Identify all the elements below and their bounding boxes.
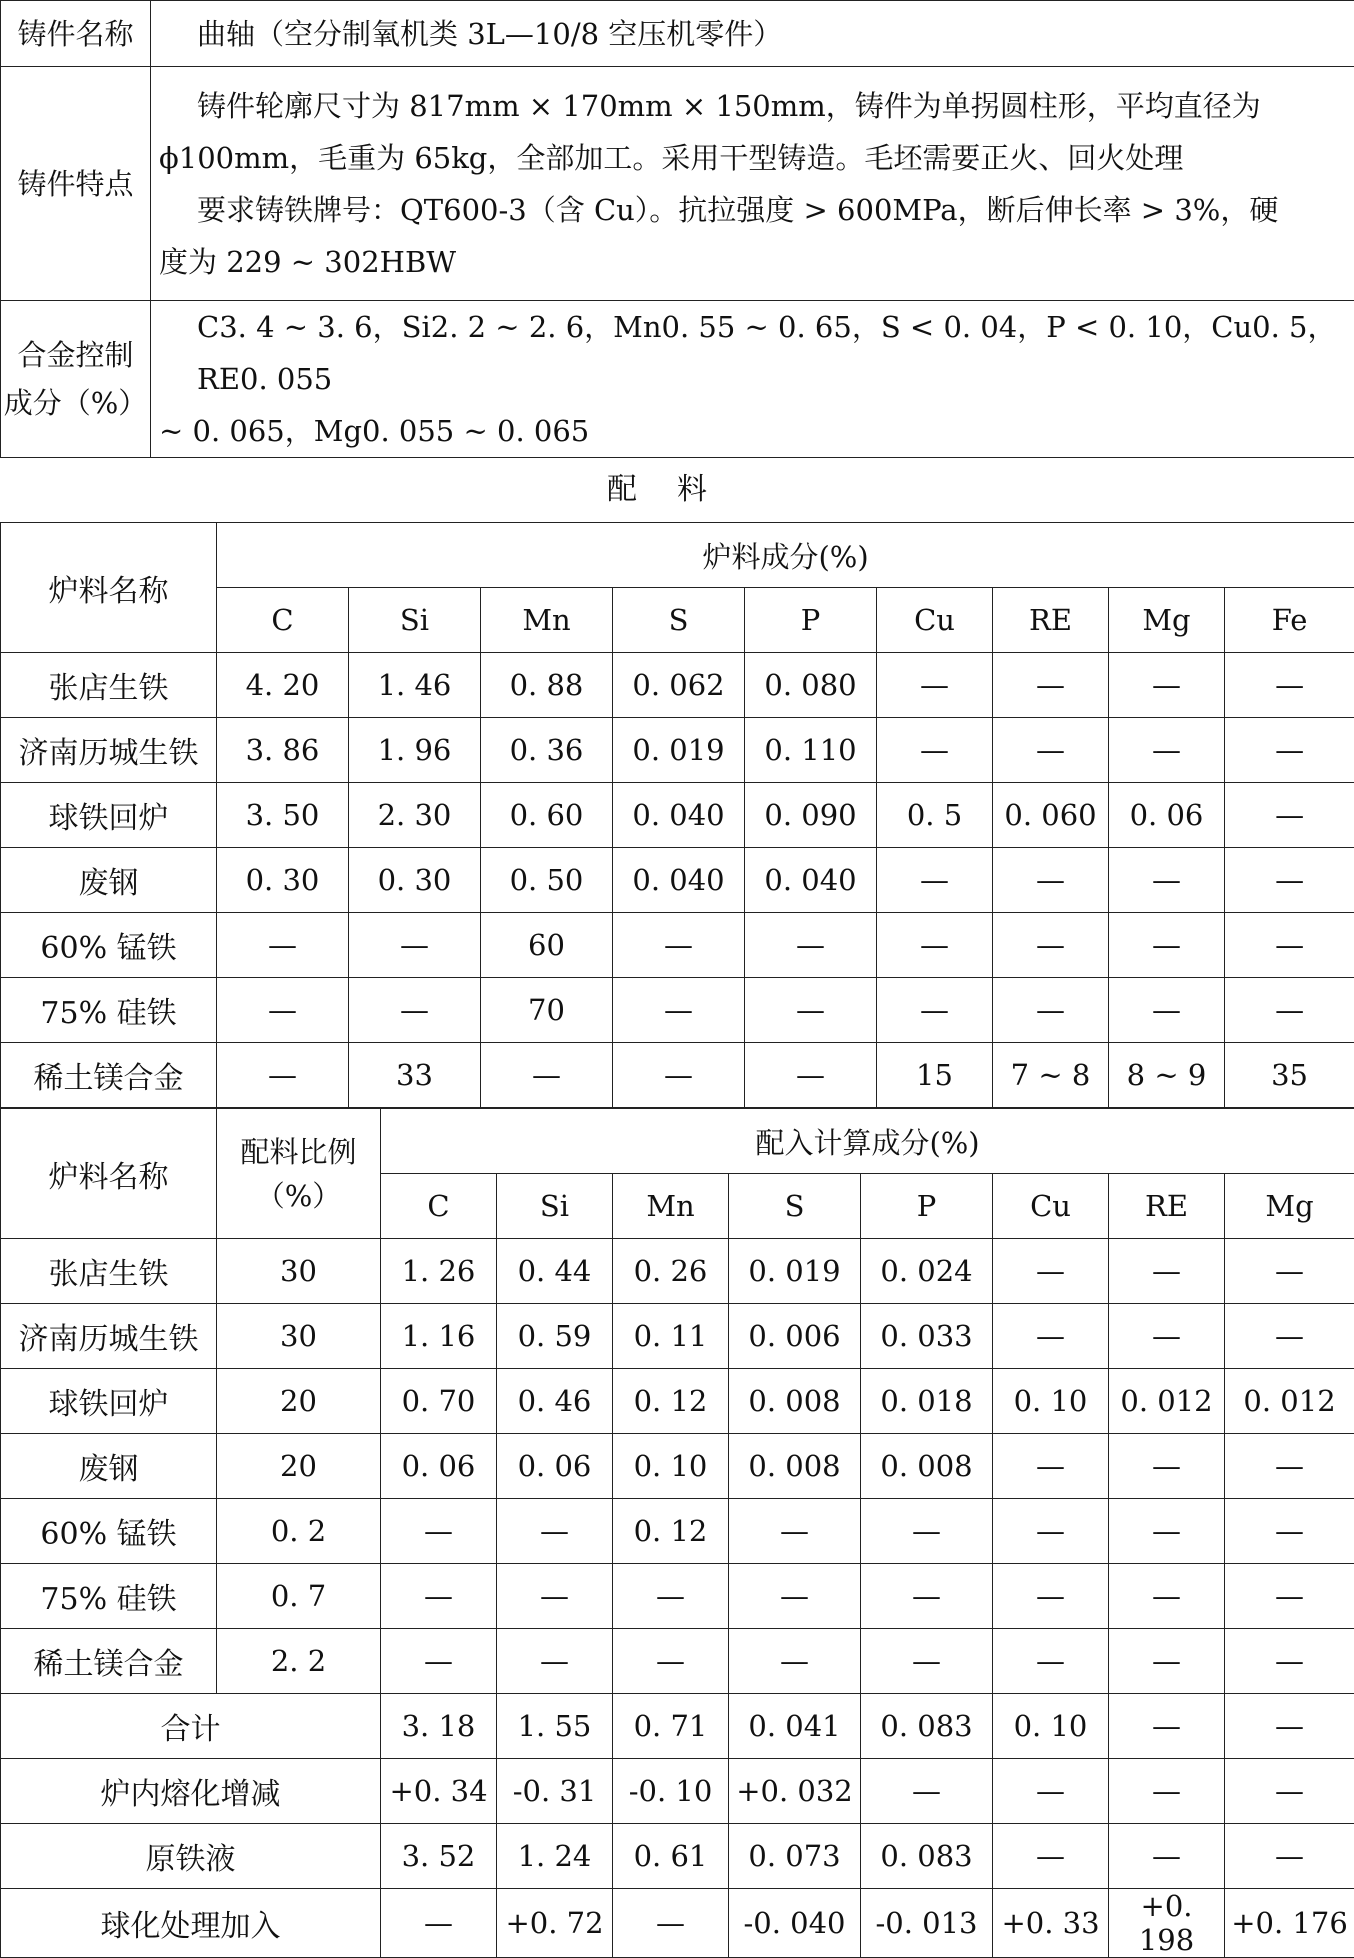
summary-cell: -0. 040 <box>729 1889 861 1958</box>
calc-cell: — <box>993 1304 1109 1369</box>
summary-cell: 3. 52 <box>381 1824 497 1889</box>
composition-cell: — <box>877 653 993 718</box>
calc-cell: 1. 26 <box>381 1239 497 1304</box>
composition-cell: — <box>613 913 745 978</box>
calc-cell: 0. 019 <box>729 1239 861 1304</box>
composition-cell: — <box>217 1043 349 1108</box>
summary-cell: +0. 34 <box>381 1759 497 1824</box>
summary-cell: 1. 24 <box>497 1824 613 1889</box>
composition-cell: 0. 040 <box>613 783 745 848</box>
table-row <box>1 1304 1354 1369</box>
composition-cell: 3. 50 <box>217 783 349 848</box>
calc-cell: 0. 12 <box>613 1369 729 1434</box>
composition-cell: — <box>1109 913 1225 978</box>
ratio-cell: 20 <box>217 1369 381 1434</box>
table-row <box>1 1499 1354 1564</box>
ratio-cell: 2. 2 <box>217 1629 381 1694</box>
composition-cell: — <box>349 978 481 1043</box>
summary-cell: 1. 55 <box>497 1694 613 1759</box>
calc-cell: 0. 06 <box>497 1434 613 1499</box>
casting-features-value <box>151 67 1354 301</box>
summary-cell: — <box>1109 1824 1225 1889</box>
composition-cell: 0. 30 <box>217 848 349 913</box>
table-row <box>1 653 1354 718</box>
summary-cell: — <box>861 1759 993 1824</box>
calc-cell: — <box>613 1564 729 1629</box>
summary-cell: 0. 041 <box>729 1694 861 1759</box>
calc-cell: — <box>1225 1434 1354 1499</box>
composition-cell: 0. 36 <box>481 718 613 783</box>
table-row <box>1 978 1354 1043</box>
calc-cell: — <box>1225 1629 1354 1694</box>
calc-cell: — <box>1225 1564 1354 1629</box>
composition-cell: 3. 86 <box>217 718 349 783</box>
composition-cell: 0. 040 <box>613 848 745 913</box>
composition-cell: — <box>745 1043 877 1108</box>
calc-cell: 0. 06 <box>381 1434 497 1499</box>
calc-cell: 0. 10 <box>993 1369 1109 1434</box>
calc-cell: — <box>381 1499 497 1564</box>
composition-cell: 0. 06 <box>1109 783 1225 848</box>
composition-cell: 0. 019 <box>613 718 745 783</box>
calc-cell: 0. 033 <box>861 1304 993 1369</box>
composition-cell: 0. 060 <box>993 783 1109 848</box>
table-row <box>1 848 1354 913</box>
summary-cell: — <box>1225 1824 1354 1889</box>
summary-cell: — <box>993 1759 1109 1824</box>
calc-cell: 0. 008 <box>729 1369 861 1434</box>
material-name: 废钢 <box>1 848 217 913</box>
material-name: 废钢 <box>1 1434 217 1499</box>
charge-col-header: S <box>613 588 745 653</box>
calc-cell: 0. 44 <box>497 1239 613 1304</box>
calc-cell: — <box>497 1629 613 1694</box>
summary-cell: +0. 72 <box>497 1889 613 1958</box>
charge-group-header: 炉料成分(%) <box>217 523 1354 588</box>
composition-cell: — <box>877 978 993 1043</box>
material-name: 75% 硅铁 <box>1 1564 217 1629</box>
calc-col-header: Cu <box>993 1174 1109 1239</box>
composition-cell: — <box>1109 978 1225 1043</box>
material-name: 60% 锰铁 <box>1 1499 217 1564</box>
calc-col-header: RE <box>1109 1174 1225 1239</box>
casting-features-label: 铸件特点 <box>1 67 151 301</box>
summary-cell: 3. 18 <box>381 1694 497 1759</box>
calc-ratio-header <box>217 1109 381 1239</box>
composition-cell: — <box>1225 653 1354 718</box>
composition-cell: 60 <box>481 913 613 978</box>
composition-cell: — <box>1109 653 1225 718</box>
composition-cell: 15 <box>877 1043 993 1108</box>
calc-col-header: P <box>861 1174 993 1239</box>
summary-cell: +0. 032 <box>729 1759 861 1824</box>
composition-cell: — <box>745 913 877 978</box>
composition-cell: — <box>613 1043 745 1108</box>
composition-cell: — <box>1109 718 1225 783</box>
composition-cell: 70 <box>481 978 613 1043</box>
ratio-cell: 30 <box>217 1304 381 1369</box>
summary-cell: — <box>1109 1759 1225 1824</box>
composition-cell: — <box>877 718 993 783</box>
summary-cell: 0. 71 <box>613 1694 729 1759</box>
casting-features-row <box>1 67 1354 301</box>
calc-cell: — <box>1109 1434 1225 1499</box>
calc-col-header: Si <box>497 1174 613 1239</box>
summary-label: 炉内熔化增减 <box>1 1759 381 1824</box>
ratio-cell: 30 <box>217 1239 381 1304</box>
summary-cell: — <box>993 1824 1109 1889</box>
alloy-line-2: ~ 0. 065，Mg0. 055 ~ 0. 065 <box>159 405 1346 457</box>
calc-cell: — <box>1109 1629 1225 1694</box>
composition-cell: — <box>993 913 1109 978</box>
calc-cell: — <box>1109 1304 1225 1369</box>
calc-col-header: C <box>381 1174 497 1239</box>
composition-cell: 7 ~ 8 <box>993 1043 1109 1108</box>
calc-cell: 0. 012 <box>1109 1369 1225 1434</box>
material-name: 球铁回炉 <box>1 1369 217 1434</box>
material-name: 济南历城生铁 <box>1 718 217 783</box>
material-name: 75% 硅铁 <box>1 978 217 1043</box>
calc-cell: 0. 008 <box>861 1434 993 1499</box>
composition-cell: 35 <box>1225 1043 1354 1108</box>
alloy-control-row <box>1 301 1354 458</box>
composition-cell: — <box>217 978 349 1043</box>
charge-composition-table <box>0 522 1354 1108</box>
charge-col-header: P <box>745 588 877 653</box>
composition-cell: — <box>1225 913 1354 978</box>
calc-cell: — <box>1225 1239 1354 1304</box>
charge-col-header: Mg <box>1109 588 1225 653</box>
ratio-cell: 0. 7 <box>217 1564 381 1629</box>
composition-cell: — <box>993 978 1109 1043</box>
summary-label: 原铁液 <box>1 1824 381 1889</box>
features-line-2: ϕ100mm，毛重为 65kg，全部加工。采用干型铸造。毛坯需要正火、回火处理 <box>159 132 1346 184</box>
calc-group-header: 配入计算成分(%) <box>381 1109 1354 1174</box>
calc-header-row-1 <box>1 1109 1354 1174</box>
composition-cell: 0. 5 <box>877 783 993 848</box>
calc-cell: — <box>497 1499 613 1564</box>
summary-cell: — <box>381 1889 497 1958</box>
material-name: 稀土镁合金 <box>1 1629 217 1694</box>
composition-cell: 33 <box>349 1043 481 1108</box>
summary-cell: +0. 198 <box>1109 1889 1225 1958</box>
composition-cell: 0. 50 <box>481 848 613 913</box>
calc-cell: — <box>613 1629 729 1694</box>
calc-cell: 0. 018 <box>861 1369 993 1434</box>
section-title: 配料 <box>0 458 1354 522</box>
calc-cell: — <box>861 1499 993 1564</box>
composition-cell: — <box>993 848 1109 913</box>
summary-cell: — <box>613 1889 729 1958</box>
calc-cell: 1. 16 <box>381 1304 497 1369</box>
charge-name-header: 炉料名称 <box>1 523 217 653</box>
calc-cell: — <box>729 1564 861 1629</box>
summary-cell: — <box>1225 1694 1354 1759</box>
composition-cell: — <box>1225 978 1354 1043</box>
calc-cell: 0. 024 <box>861 1239 993 1304</box>
table-row <box>1 1564 1354 1629</box>
casting-name-label: 铸件名称 <box>1 1 151 67</box>
calc-cell: — <box>1109 1499 1225 1564</box>
summary-row <box>1 1889 1354 1958</box>
summary-cell: 0. 61 <box>613 1824 729 1889</box>
summary-row <box>1 1694 1354 1759</box>
features-line-4: 度为 229 ~ 302HBW <box>159 236 1346 288</box>
material-name: 稀土镁合金 <box>1 1043 217 1108</box>
calc-cell: — <box>729 1629 861 1694</box>
calc-cell: — <box>1225 1499 1354 1564</box>
calc-cell: 0. 26 <box>613 1239 729 1304</box>
charge-col-header: Mn <box>481 588 613 653</box>
composition-cell: — <box>217 913 349 978</box>
ratio-cell: 0. 2 <box>217 1499 381 1564</box>
calc-cell: 0. 59 <box>497 1304 613 1369</box>
material-name: 张店生铁 <box>1 653 217 718</box>
calc-name-header: 炉料名称 <box>1 1109 217 1239</box>
charge-col-header: C <box>217 588 349 653</box>
charge-col-header: Fe <box>1225 588 1354 653</box>
composition-cell: — <box>877 913 993 978</box>
casting-name-value <box>151 1 1354 67</box>
summary-cell: — <box>1225 1759 1354 1824</box>
composition-cell: — <box>993 653 1109 718</box>
material-name: 球铁回炉 <box>1 783 217 848</box>
calc-cell: — <box>1109 1239 1225 1304</box>
composition-cell: — <box>745 978 877 1043</box>
calc-cell: — <box>993 1629 1109 1694</box>
material-name: 60% 锰铁 <box>1 913 217 978</box>
composition-cell: 0. 090 <box>745 783 877 848</box>
alloy-label-line-1: 合金控制 <box>1 331 150 379</box>
calc-col-header: S <box>729 1174 861 1239</box>
calc-col-header: Mn <box>613 1174 729 1239</box>
composition-cell: 0. 080 <box>745 653 877 718</box>
composition-cell: 8 ~ 9 <box>1109 1043 1225 1108</box>
calc-cell: — <box>497 1564 613 1629</box>
calc-cell: 0. 12 <box>613 1499 729 1564</box>
composition-cell: — <box>481 1043 613 1108</box>
composition-cell: 1. 96 <box>349 718 481 783</box>
material-name: 济南历城生铁 <box>1 1304 217 1369</box>
alloy-control-label <box>1 301 151 458</box>
calc-cell: 0. 46 <box>497 1369 613 1434</box>
composition-cell: — <box>993 718 1109 783</box>
features-line-1: 铸件轮廓尺寸为 817mm × 170mm × 150mm，铸件为单拐圆柱形，平均直径为 <box>197 80 1346 132</box>
summary-row <box>1 1824 1354 1889</box>
calc-cell: — <box>993 1239 1109 1304</box>
calc-cell: 0. 008 <box>729 1434 861 1499</box>
composition-cell: 0. 110 <box>745 718 877 783</box>
casting-name-row <box>1 1 1354 67</box>
alloy-control-value <box>151 301 1354 458</box>
calc-cell: — <box>993 1564 1109 1629</box>
table-row <box>1 783 1354 848</box>
casting-name-text: 曲轴（空分制氧机类 3L—10/8 空压机零件） <box>197 8 1346 60</box>
charge-col-header: Cu <box>877 588 993 653</box>
calculation-table <box>0 1108 1354 1958</box>
table-row <box>1 913 1354 978</box>
ratio-cell: 20 <box>217 1434 381 1499</box>
table-row <box>1 1369 1354 1434</box>
alloy-label-line-2: 成分（%） <box>1 379 150 427</box>
composition-cell: 4. 20 <box>217 653 349 718</box>
summary-label: 球化处理加入 <box>1 1889 381 1958</box>
features-line-3: 要求铸铁牌号：QT600-3（含 Cu）。抗拉强度 > 600MPa，断后伸长率 > 3%，硬 <box>197 184 1346 236</box>
table-row <box>1 1043 1354 1108</box>
table-row <box>1 1629 1354 1694</box>
calc-cell: — <box>861 1564 993 1629</box>
composition-cell: 1. 46 <box>349 653 481 718</box>
summary-row <box>1 1759 1354 1824</box>
charge-col-header: RE <box>993 588 1109 653</box>
calc-cell: — <box>993 1499 1109 1564</box>
material-name: 张店生铁 <box>1 1239 217 1304</box>
charge-header-row-1 <box>1 523 1354 588</box>
composition-cell: — <box>1225 718 1354 783</box>
summary-label: 合计 <box>1 1694 381 1759</box>
summary-cell: -0. 31 <box>497 1759 613 1824</box>
summary-cell: 0. 073 <box>729 1824 861 1889</box>
composition-cell: 0. 040 <box>745 848 877 913</box>
calc-cell: — <box>381 1564 497 1629</box>
calc-cell: — <box>1109 1564 1225 1629</box>
summary-cell: -0. 013 <box>861 1889 993 1958</box>
summary-cell: -0. 10 <box>613 1759 729 1824</box>
table-row <box>1 718 1354 783</box>
composition-cell: — <box>1225 783 1354 848</box>
summary-cell: +0. 33 <box>993 1889 1109 1958</box>
composition-cell: 0. 88 <box>481 653 613 718</box>
composition-cell: 0. 60 <box>481 783 613 848</box>
calc-cell: — <box>729 1499 861 1564</box>
calc-cell: — <box>381 1629 497 1694</box>
alloy-line-1: C3. 4 ~ 3. 6，Si2. 2 ~ 2. 6，Mn0. 55 ~ 0. 65，S < 0. 04，P < 0. 10，Cu0. 5，RE0. 055 <box>197 301 1346 405</box>
casting-info-table <box>0 0 1354 458</box>
calc-cell: 0. 11 <box>613 1304 729 1369</box>
calc-cell: 0. 10 <box>613 1434 729 1499</box>
calc-cell: 0. 006 <box>729 1304 861 1369</box>
calc-col-header: Mg <box>1225 1174 1354 1239</box>
composition-cell: 2. 30 <box>349 783 481 848</box>
summary-cell: — <box>1109 1694 1225 1759</box>
calc-cell: 0. 70 <box>381 1369 497 1434</box>
composition-cell: 0. 062 <box>613 653 745 718</box>
calc-cell: — <box>993 1434 1109 1499</box>
calc-cell: — <box>861 1629 993 1694</box>
summary-cell: 0. 083 <box>861 1694 993 1759</box>
composition-cell: — <box>613 978 745 1043</box>
charge-col-header: Si <box>349 588 481 653</box>
composition-cell: — <box>1225 848 1354 913</box>
composition-cell: 0. 30 <box>349 848 481 913</box>
summary-cell: 0. 083 <box>861 1824 993 1889</box>
summary-cell: 0. 10 <box>993 1694 1109 1759</box>
calc-cell: — <box>1225 1304 1354 1369</box>
table-row <box>1 1239 1354 1304</box>
calc-cell: 0. 012 <box>1225 1369 1354 1434</box>
composition-cell: — <box>1109 848 1225 913</box>
ratio-header-line-2: （%） <box>217 1174 380 1218</box>
ratio-header-line-1: 配料比例 <box>217 1130 380 1174</box>
summary-cell: +0. 176 <box>1225 1889 1354 1958</box>
composition-cell: — <box>349 913 481 978</box>
table-row <box>1 1434 1354 1499</box>
composition-cell: — <box>877 848 993 913</box>
